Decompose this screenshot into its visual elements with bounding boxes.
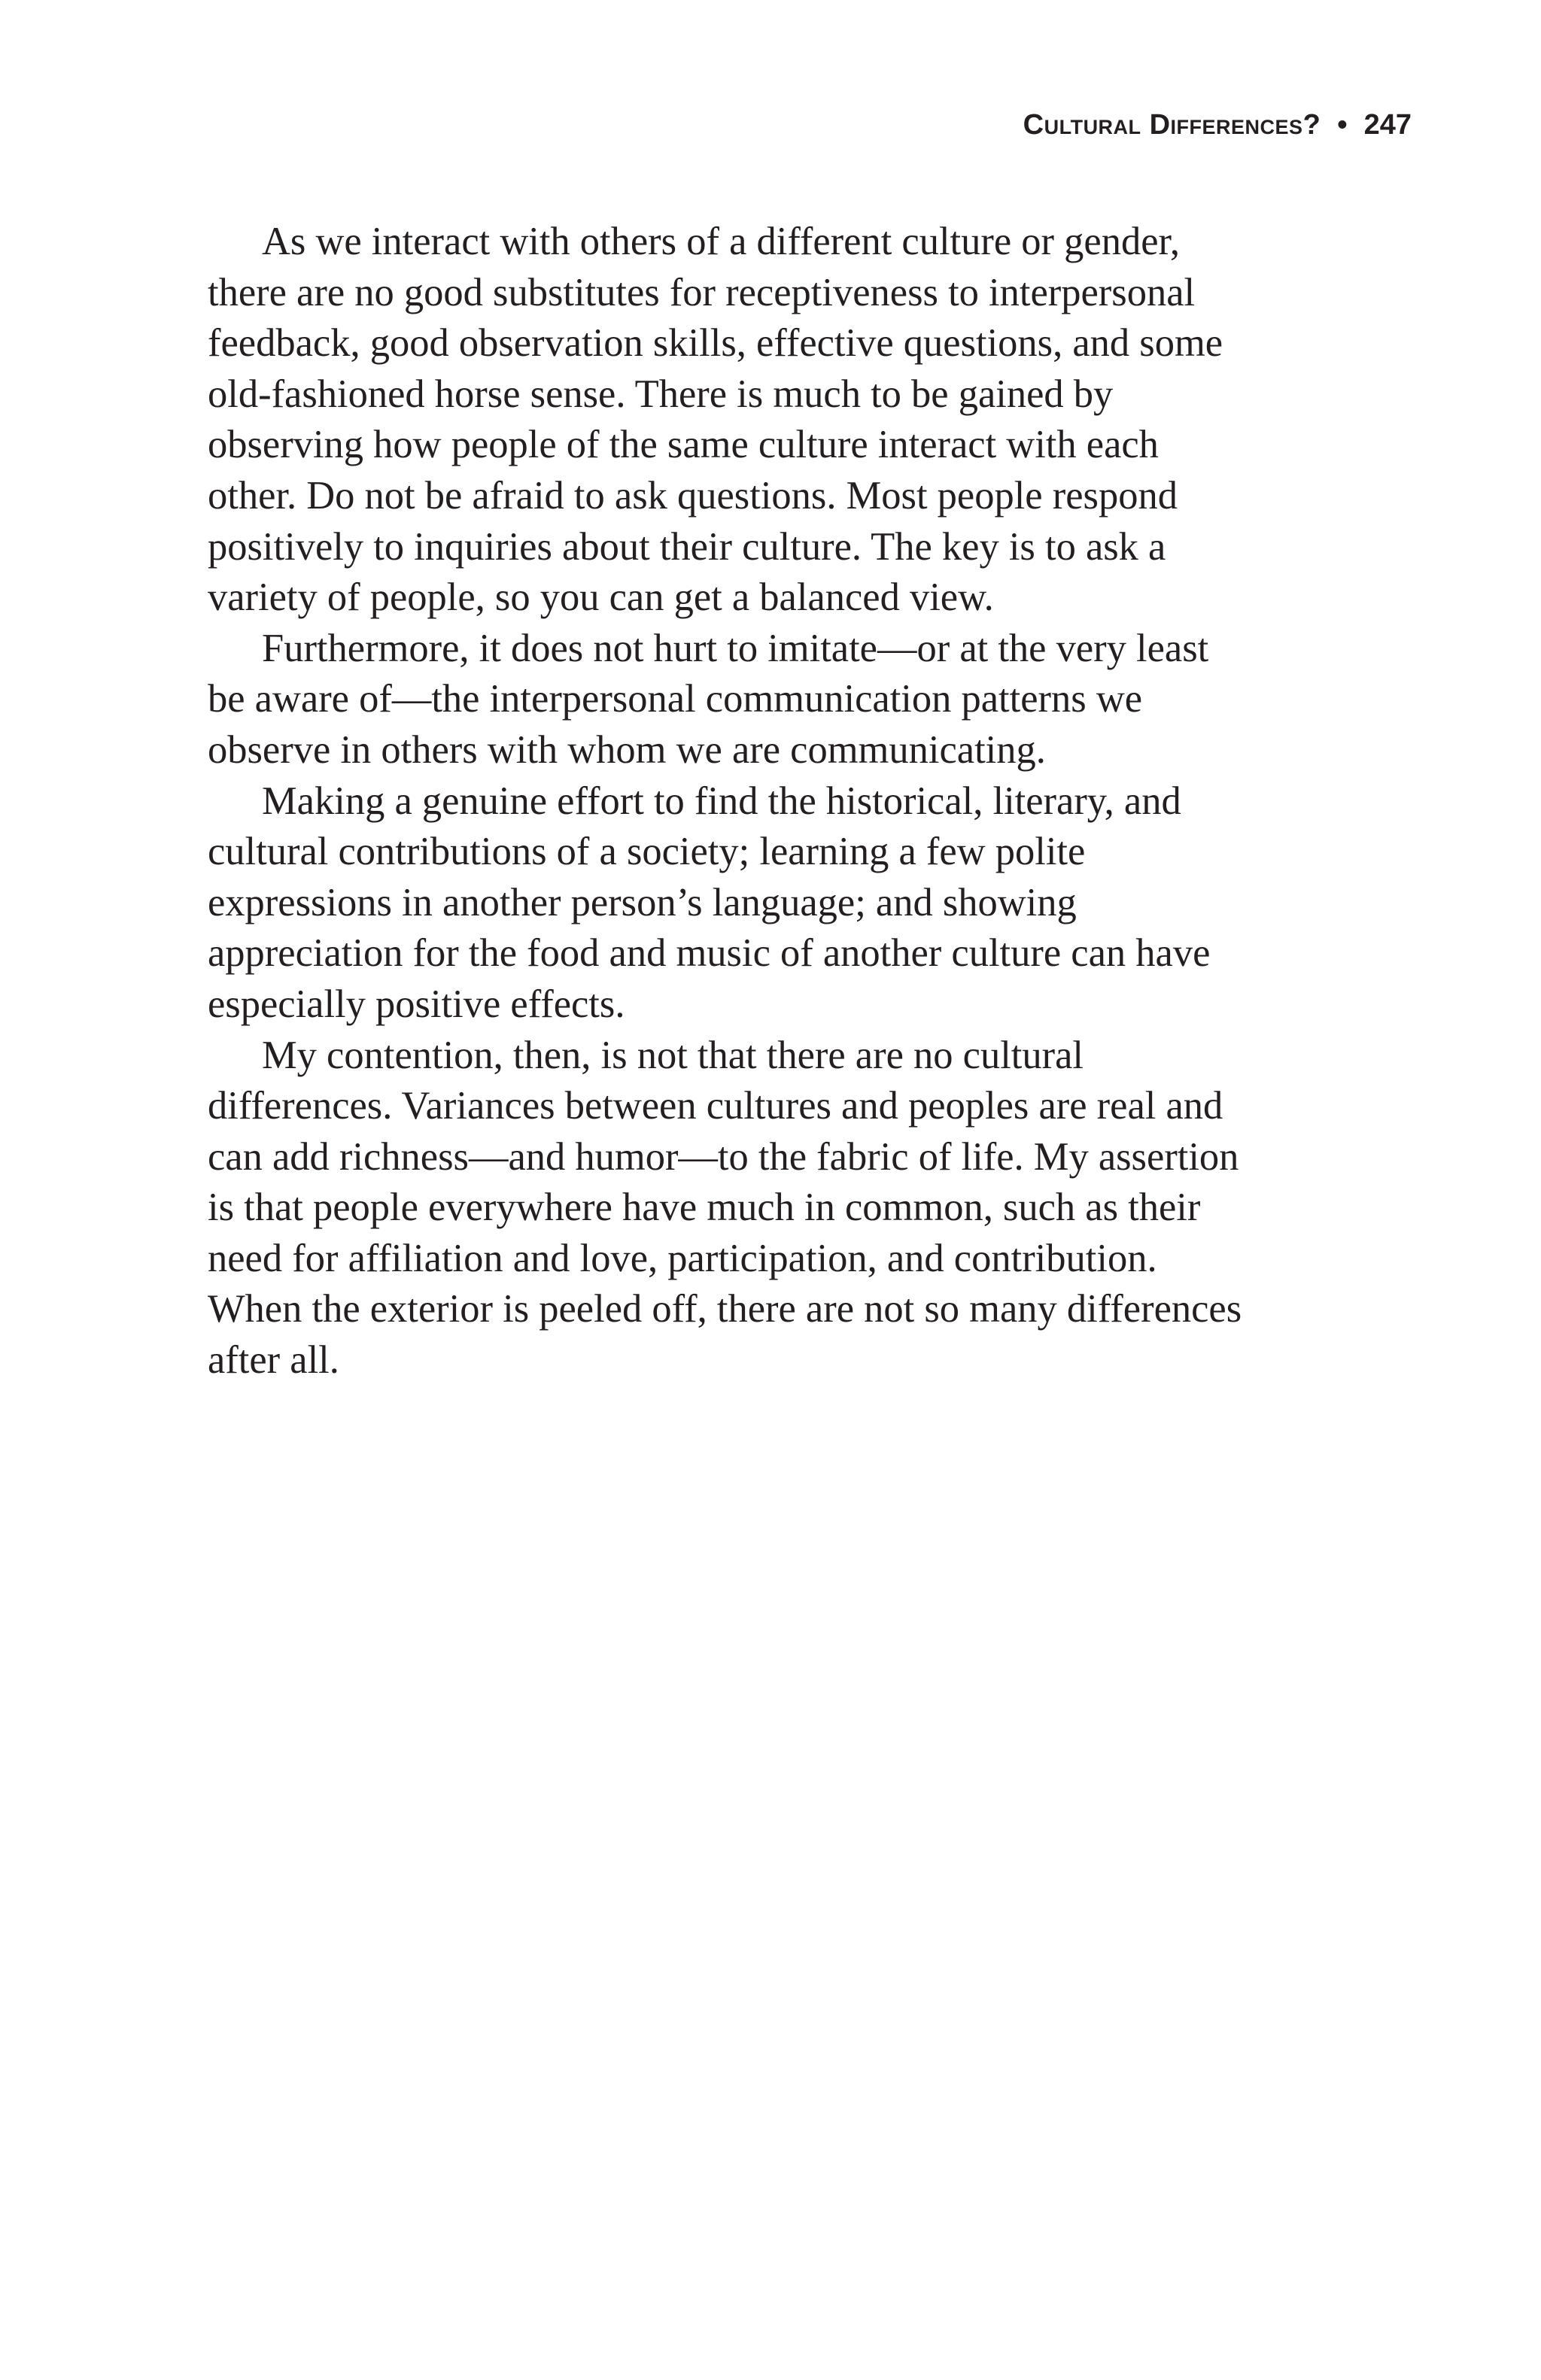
paragraph-1-line: old-fashioned horse sense. There is much to be gained by — [208, 372, 1114, 416]
header-separator: • — [1337, 109, 1348, 141]
body-text — [208, 217, 1366, 1386]
paragraph-4-line: after all. — [208, 1338, 339, 1383]
paragraph-2-line: be aware of—the interpersonal communication patterns we — [208, 677, 1143, 721]
paragraph-4-line: My contention, then, is not that there are no cultural — [262, 1033, 1084, 1077]
paragraph-3-line: appreciation for the food and music of another culture can have — [208, 931, 1211, 976]
paragraph-1-line: positively to inquiries about their culture. The key is to ask a — [208, 524, 1166, 569]
paragraph-1-line: As we interact with others of a different culture or gender, — [262, 220, 1181, 263]
paragraph-4-line: can add richness—and humor—to the fabric of life. My assertion — [208, 1134, 1239, 1179]
paragraph-2-line: Furthermore, it does not hurt to imitate—or at the very least — [262, 626, 1209, 670]
paragraph-3-line: especially positive effects. — [208, 982, 625, 1026]
paragraph-1-line: there are no good substitutes for receptiveness to interpersonal — [208, 270, 1196, 314]
paragraph-1-line: feedback, good observation skills, effective questions, and some — [208, 321, 1223, 366]
paragraph-1-line: variety of people, so you can get a balanced view. — [208, 575, 994, 620]
paragraph-4-line: need for affiliation and love, participation, and contribution. — [208, 1236, 1157, 1280]
paragraph-3-line: expressions in another person’s language; and showing — [208, 880, 1077, 924]
paragraph-1-line: other. Do not be afraid to ask questions. Most people respond — [208, 473, 1178, 518]
paragraph-4-line: When the exterior is peeled off, there are not so many differences — [208, 1287, 1242, 1331]
page-number: 247 — [1363, 109, 1412, 141]
section-title: Cultural Differences? — [1023, 109, 1321, 141]
paragraph-1-line: observing how people of the same culture interact with each — [208, 423, 1159, 467]
paragraph-2-line: observe in others with whom we are communicating. — [208, 727, 1046, 772]
paragraph-3-line: Making a genuine effort to find the historical, literary, and — [262, 779, 1181, 823]
paragraph-3-line: cultural contributions of a society; learning a few polite — [208, 830, 1086, 874]
running-head — [1023, 105, 1412, 144]
paragraph-4-line: differences. Variances between cultures and peoples are real and — [208, 1084, 1223, 1128]
paragraph-4-line: is that people everywhere have much in common, such as their — [208, 1185, 1201, 1230]
